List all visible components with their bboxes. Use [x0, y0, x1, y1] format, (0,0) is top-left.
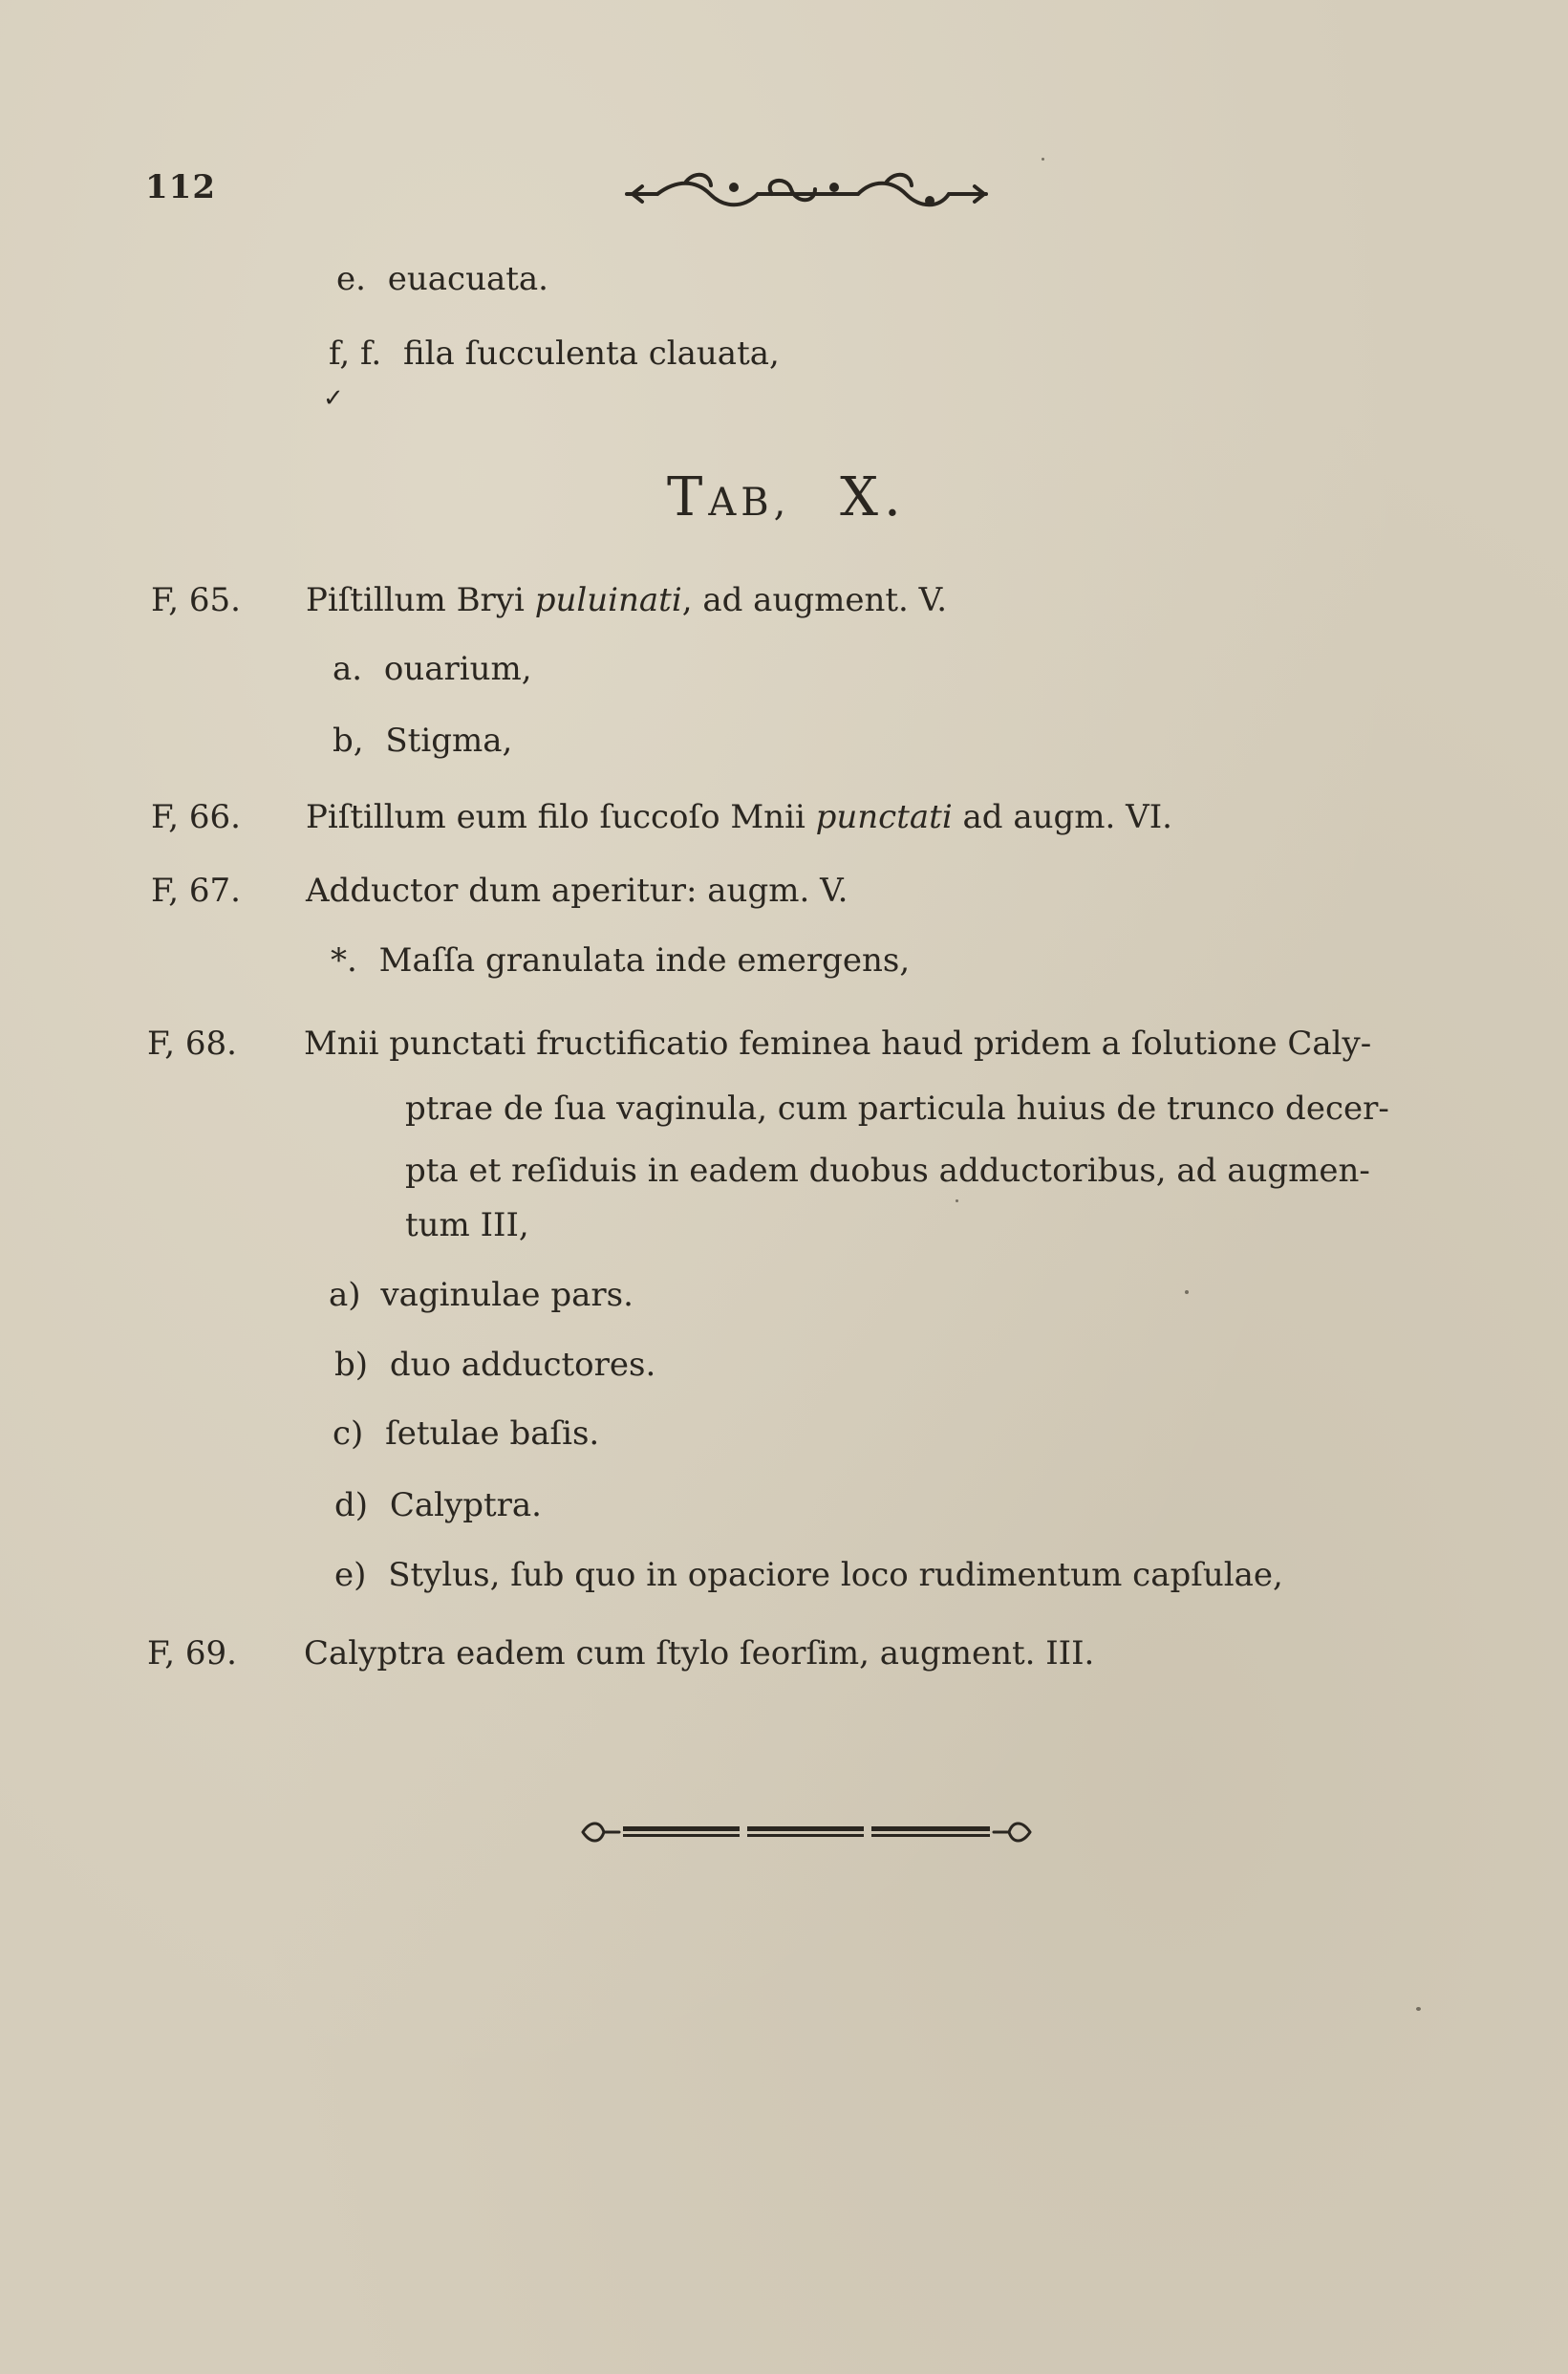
- caption-species: punctati: [815, 798, 953, 836]
- item-text: duo adductores.: [389, 1346, 656, 1384]
- item-text: ouarium,: [383, 650, 532, 688]
- caption-text-end: , ad augment. V.: [681, 581, 948, 619]
- page-number: 112: [145, 168, 216, 206]
- check-mark-icon: ✓: [323, 384, 344, 413]
- caption-species: puluinati: [534, 581, 682, 619]
- floral-rule-ornament-icon: [619, 170, 994, 218]
- item-text: Maſſa granulata inde emergens,: [378, 941, 911, 980]
- tailpiece-rule-ornament-icon: [577, 1811, 1036, 1853]
- item-text: Calyptra.: [389, 1486, 542, 1524]
- figure-68-item-b: [334, 1346, 655, 1384]
- intro-line-f: [329, 335, 780, 373]
- caption-text: Piſtillum eum filo ſuccoſo Mnii: [306, 798, 816, 836]
- figure-67-caption: Adductor dum aperitur: augm. V.: [306, 872, 848, 910]
- figure-66-caption: [306, 798, 1172, 836]
- item-label: e): [334, 1556, 367, 1594]
- item-text: ſetulae baſis.: [385, 1414, 600, 1453]
- item-text: Stigma,: [385, 722, 513, 760]
- item-text: fila ſucculenta clauata,: [402, 335, 780, 373]
- intro-line-e: [336, 260, 548, 298]
- item-label: d): [334, 1486, 369, 1524]
- caption-text-end: ad augm. VI.: [952, 798, 1172, 836]
- paper-speck: [1042, 158, 1044, 161]
- figure-68-caption-line-3: pta et reſiduis in eadem duobus adductoribus, ad augmen-: [405, 1152, 1370, 1190]
- figure-number-69: F, 69.: [147, 1634, 237, 1673]
- item-label: c): [333, 1414, 364, 1453]
- figure-68-item-d: [334, 1486, 542, 1524]
- paper-speck: [1185, 1290, 1189, 1294]
- figure-number-66: F, 66.: [151, 798, 241, 836]
- paper-speck: [956, 1199, 958, 1202]
- figure-number-68: F, 68.: [147, 1025, 237, 1063]
- figure-65-caption: [306, 581, 947, 619]
- item-label: b,: [333, 722, 364, 760]
- figure-68-item-a: [329, 1276, 634, 1314]
- item-text: euacuata.: [387, 260, 548, 298]
- item-label: f, f.: [329, 335, 382, 373]
- caption-text: Piſtillum Bryi: [306, 581, 535, 619]
- figure-number-65: F, 65.: [151, 581, 241, 619]
- figure-68-item-e: [334, 1556, 1283, 1594]
- figure-69-caption: Calyptra eadem cum ſtylo ſeorſim, augment. III.: [304, 1634, 1095, 1673]
- heading-tab-rest: AB,: [708, 481, 791, 525]
- figure-65-item-b: [333, 722, 512, 760]
- item-label: e.: [336, 260, 366, 298]
- heading-tab-initial: T: [667, 466, 709, 529]
- figure-67-item-star: [331, 941, 910, 980]
- section-heading: [667, 466, 907, 529]
- figure-68-caption-line-1: Mnii punctati fructificatio feminea haud pridem a ſolutione Caly-: [304, 1025, 1372, 1063]
- item-text: vaginulae pars.: [380, 1276, 634, 1314]
- figure-68-item-c: [333, 1414, 599, 1453]
- figure-68-caption-line-2: ptrae de ſua vaginula, cum particula huius de trunco decer-: [405, 1090, 1389, 1128]
- paper-speck: [1416, 2007, 1421, 2011]
- item-label: b): [334, 1346, 369, 1384]
- heading-numeral: X.: [840, 466, 907, 529]
- figure-number-67: F, 67.: [151, 872, 241, 910]
- item-text: Stylus, ſub quo in opaciore loco rudimentum capſulae,: [388, 1556, 1283, 1594]
- item-label: *.: [331, 941, 357, 980]
- figure-68-caption-line-4: tum III,: [405, 1206, 529, 1244]
- item-label: a): [329, 1276, 361, 1314]
- figure-65-item-a: [333, 650, 532, 688]
- item-label: a.: [333, 650, 363, 688]
